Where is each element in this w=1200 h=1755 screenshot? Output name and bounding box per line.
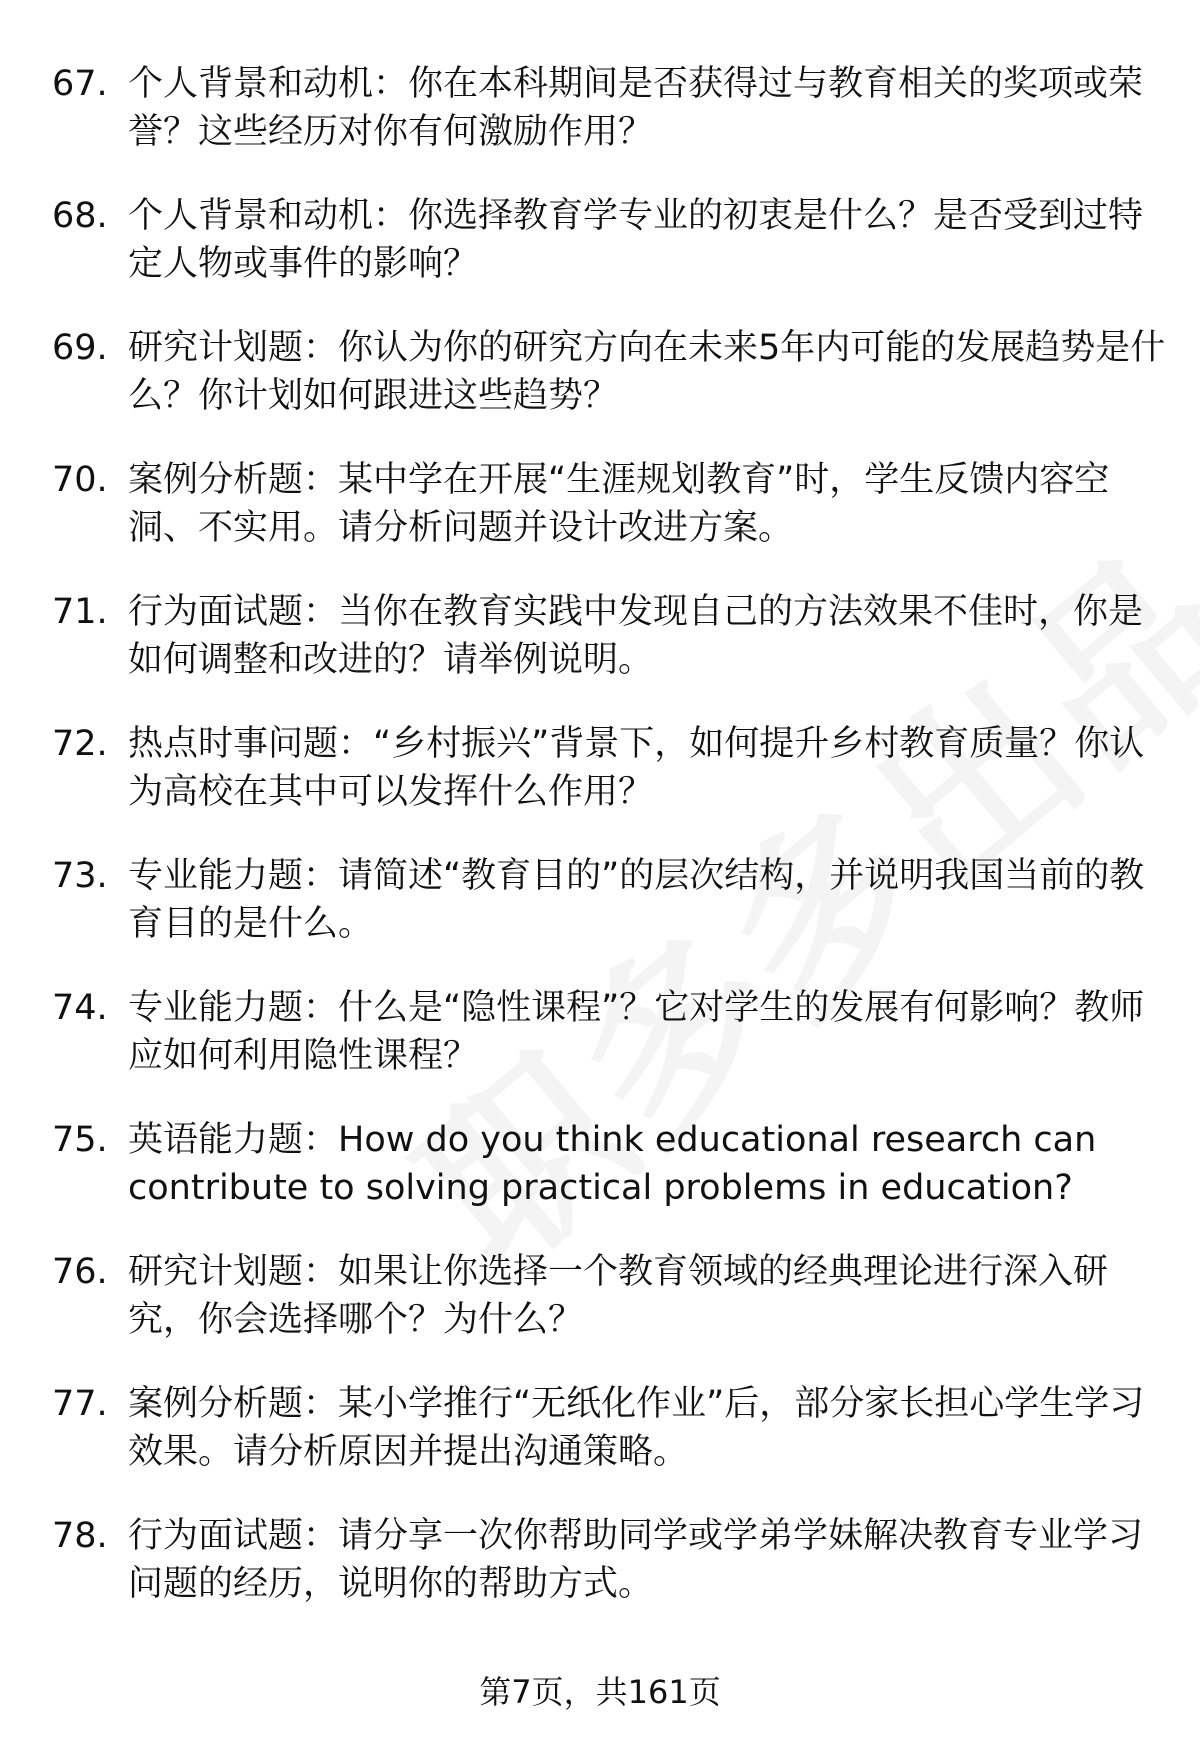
- question-text: 案例分析题：某小学推行“无纸化作业”后，部分家长担心学生学习效果。请分析原因并提出沟通策略。: [128, 1384, 1145, 1472]
- question-item: [0, 456, 1200, 556]
- question-text: 行为面试题：请分享一次你帮助同学或学弟学妹解决教育专业学习问题的经历，说明你的帮助方式。: [128, 1516, 1144, 1604]
- question-item: [0, 588, 1200, 688]
- question-item: [0, 1116, 1200, 1216]
- page-number: 第7页，共161页: [479, 1673, 721, 1711]
- question-text: 英语能力题：How do you think educational research can contribute to solving practical problems in education?: [128, 1120, 1097, 1208]
- question-item: [0, 1512, 1200, 1612]
- question-text: 专业能力题：请简述“教育目的”的层次结构，并说明我国当前的教育目的是什么。: [128, 856, 1145, 944]
- question-number: 76.: [52, 1252, 108, 1292]
- question-number: 71.: [52, 592, 108, 632]
- question-text: 研究计划题：你认为你的研究方向在未来5年内可能的发展趋势是什么？你计划如何跟进这些趋势？: [128, 328, 1166, 416]
- question-text: 行为面试题：当你在教育实践中发现自己的方法效果不佳时，你是如何调整和改进的？请举例说明。: [128, 592, 1144, 680]
- question-number: 68.: [52, 196, 108, 236]
- question-item: [0, 1380, 1200, 1480]
- question-text: 个人背景和动机：你在本科期间是否获得过与教育相关的奖项或荣誉？这些经历对你有何激励作用？: [128, 64, 1144, 152]
- question-number: 67.: [52, 64, 108, 104]
- question-number: 74.: [52, 988, 108, 1028]
- question-item: [0, 324, 1200, 424]
- question-number: 72.: [52, 724, 108, 764]
- question-text: 案例分析题：某中学在开展“生涯规划教育”时，学生反馈内容空洞、不实用。请分析问题并设计改进方案。: [128, 460, 1110, 548]
- question-number: 77.: [52, 1384, 108, 1424]
- question-item: [0, 60, 1200, 160]
- question-item: [0, 984, 1200, 1084]
- question-number: 75.: [52, 1120, 108, 1160]
- question-item: [0, 1248, 1200, 1348]
- question-item: [0, 192, 1200, 292]
- question-item: [0, 852, 1200, 952]
- question-number: 73.: [52, 856, 108, 896]
- question-text: 个人背景和动机：你选择教育学专业的初衷是什么？是否受到过特定人物或事件的影响？: [128, 196, 1144, 284]
- question-text: 研究计划题：如果让你选择一个教育领域的经典理论进行深入研究，你会选择哪个？为什么？: [128, 1252, 1109, 1340]
- question-number: 69.: [52, 328, 108, 368]
- question-item: [0, 720, 1200, 820]
- question-text: 专业能力题：什么是“隐性课程”？它对学生的发展有何影响？教师应如何利用隐性课程？: [128, 988, 1145, 1076]
- question-number: 70.: [52, 460, 108, 500]
- question-number: 78.: [52, 1516, 108, 1556]
- question-text: 热点时事问题：“乡村振兴”背景下，如何提升乡村教育质量？你认为高校在其中可以发挥什么作用？: [128, 724, 1145, 812]
